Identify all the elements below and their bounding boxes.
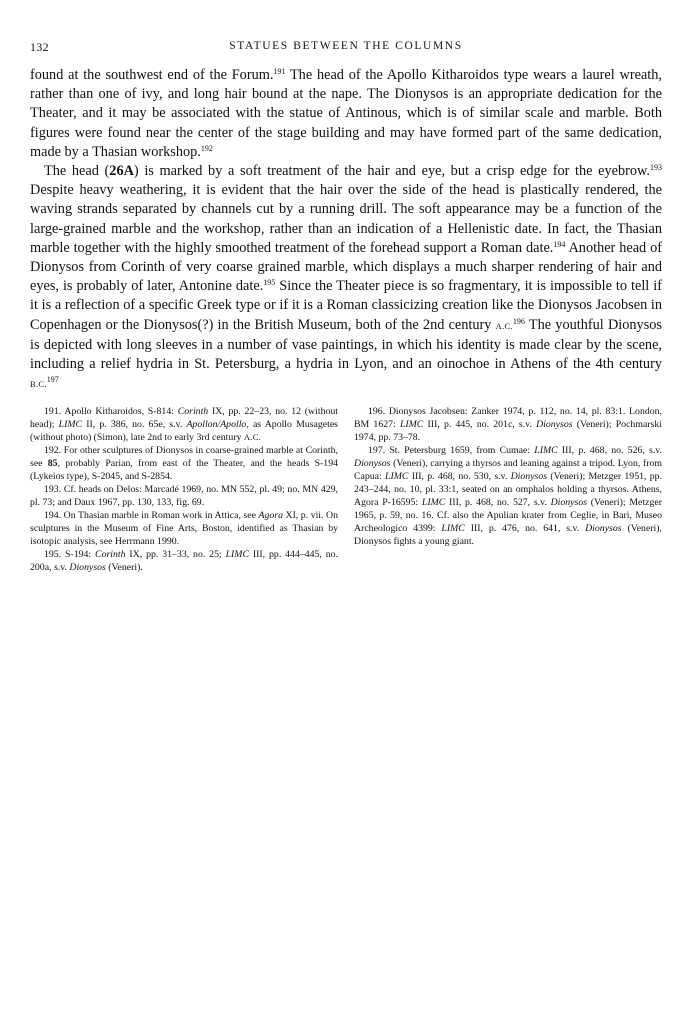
footnote-193: 193. Cf. heads on Delos: Marcadé 1969, no. MN 552, pl. 49; no. MN 429, pl. 73; and Daux 1967, pp. 130, 133, fig. 69. bbox=[30, 484, 338, 508]
footnotes bbox=[30, 405, 662, 574]
footnote-ref: 191 bbox=[273, 67, 286, 76]
footnote-ref: 197 bbox=[46, 375, 59, 385]
page-header bbox=[30, 40, 662, 56]
footnote-ref: 194 bbox=[553, 239, 566, 249]
footnotes-left-column bbox=[30, 405, 338, 574]
footnote-197: 197. St. Petersburg 1659, from Cumae: LIMC III, p. 468, no. 526, s.v. Dionysos (Veneri), carrying a thyrsos and leaning against a tripod. Lyon, from Capua: LIMC III, p. 468, no. 530, s.v. Dionysos (Veneri); Metzger 1951, pp. 243–244, no. 10, pl. 33:1, seated on an omphalos holding a thyrsos. Athens, Agora P-16595: LIMC III, p. 468, no. 527, s.v. Dionysos (Veneri); Metzger 1965, p. 59, no. 16. Cf. also the Apulian krater from Ceglie, in Bari, Museo Archeologico 4399: LIMC III, p. 476, no. 641, s.v. Dionysos (Veneri), Dionysos fights a young giant. bbox=[354, 445, 662, 547]
paragraph-1: found at the southwest end of the Forum.$^{191}$ The head of the Apollo Kitharoidos type wears a laurel wreath, rather than one of ivy, and long hair bound at the nape. The Dionysos is an appropriate dedication for the Theater, and it may be associated with the statue of Antinous, which is of similar scale and marble. Both figures were found near the center of the stage building and may have formed part of the same dedication, made by a Thasian workshop.$^{192}$ bbox=[30, 67, 662, 160]
page-number: 132 bbox=[30, 40, 49, 54]
footnote-192: 192. For other sculptures of Dionysos in coarse-grained marble at Corinth, see 85, probably Parian, from east of the Theater, and the heads S-194 (Lykeios type), S-2045, and S-2854. bbox=[30, 445, 339, 482]
footnote-195: 195. S-194: Corinth IX, pp. 31–33, no. 25; LIMC III, pp. 444–445, no. 200a, s.v. Dionysos (Veneri). bbox=[30, 549, 339, 573]
footnote-ref: 192 bbox=[200, 143, 213, 153]
footnote-ref: 193 bbox=[650, 163, 663, 173]
running-head: STATUES BETWEEN THE COLUMNS bbox=[229, 40, 463, 52]
main-text bbox=[30, 66, 662, 394]
footnote-194: 194. On Thasian marble in Roman work in Attica, see Agora XI, p. vii. On sculptures in the Museum of Fine Arts, Boston, identified as Thasian by isotopic analysis, see Herrmann 1990. bbox=[30, 510, 338, 547]
footnote-196: 196. Dionysos Jacobsen: Zanker 1974, p. 112, no. 14, pl. 83:1. London, BM 1627: LIMC III, p. 445, no. 201c, s.v. Dionysos (Veneri); Pochmarski 1974, pp. 73–78. bbox=[354, 406, 662, 443]
footnotes-right-column bbox=[354, 405, 662, 574]
footnote-191: 191. Apollo Kitharoidos, S-814: Corinth IX, pp. 22–23, no. 12 (without head); LIMC II, p. 386, no. 65e, s.v. Apollon/Apollo, as Apollo Musagetes (without photo) (Simon), late 2nd to early 3rd century A.C. bbox=[30, 406, 338, 443]
paragraph-2: The head (26A) is marked by a soft treatment of the hair and eye, but a crisp edge for the eyebrow.$^{193}$ Despite heavy weathering, it is evident that the hair over the side of the head is plastically rendered, the waving strands separated by channels cut by a running drill. The soft appearance may be a function of the large-grained marble and the workshop, rather than an indication of a Hellenistic date. In fact, the Thasian marble together with the highly smoothed treatment of the forehead support a Roman date.$^{194}$ Another head of Dionysos from Corinth of very coarse grained marble, which displays a much sharper rendering of hair and eyes, is probably of later, Antonine date.$^{195}$ Since the Theater piece is so fragmentary, it is impossible to tell if it is a reflection of a specific Greek type or if it is a Roman classicizing creation like the Dionysos Jacobsen in Copenhagen or the Dionysos(?) in the British Museum, both of the 2nd century A.C.$^{196}$ The youthful Dionysos is depicted with long sleeves in a number of vase paintings, in which his identity is made clear by the scene, including a relief hydria in St. Petersburg, a hydria in Lyon, and an oinochoe in Athens of the 4th century B.C.$^{197}$ bbox=[30, 163, 663, 390]
catalogue-number: 26A bbox=[109, 163, 134, 180]
footnote-ref: 196 bbox=[512, 316, 525, 326]
footnote-ref: 195 bbox=[263, 278, 276, 288]
